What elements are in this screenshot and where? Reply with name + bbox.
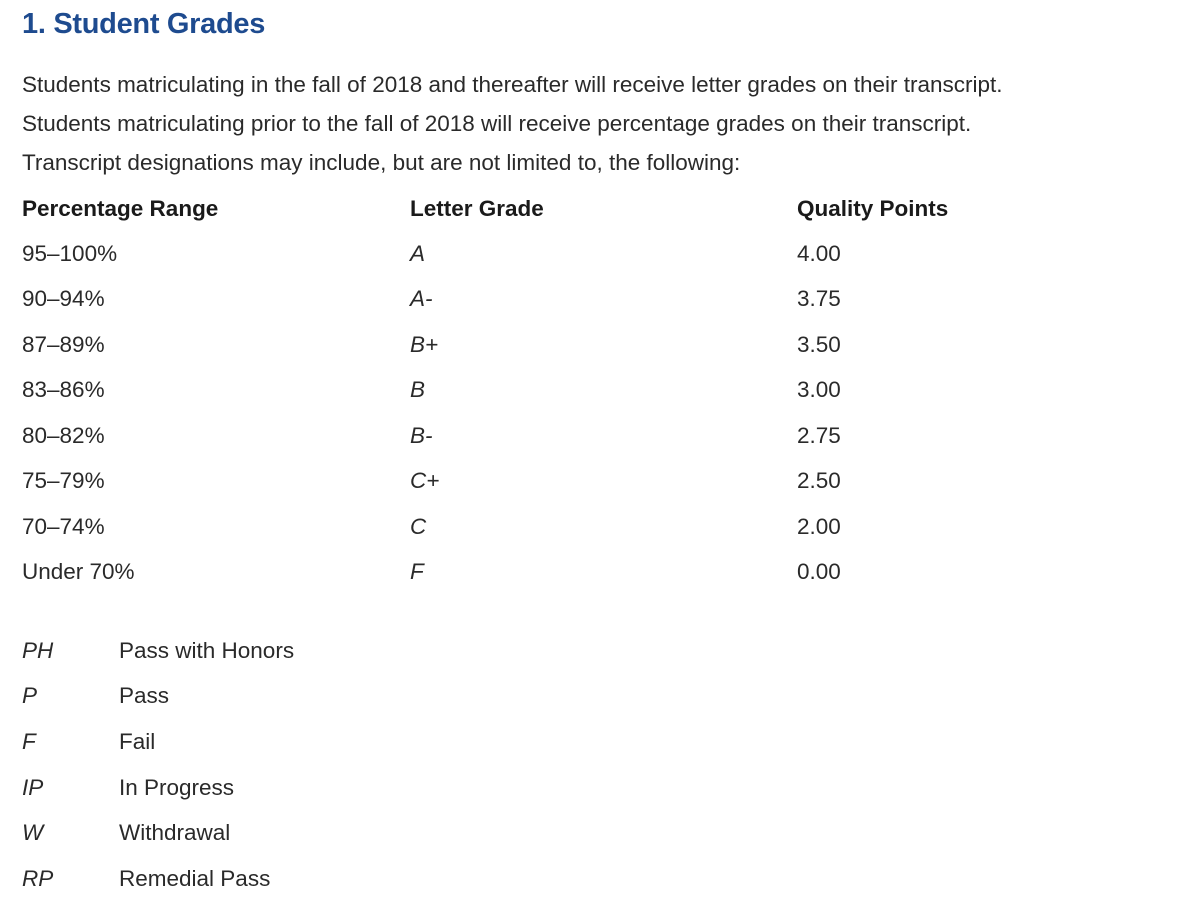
designation-meaning: Withdrawal bbox=[119, 820, 231, 846]
intro-paragraph bbox=[22, 65, 1192, 182]
percentage-range-cell: 70–74% bbox=[22, 513, 105, 539]
designation-meaning: Pass with Honors bbox=[119, 637, 295, 663]
designation-meaning: Remedial Pass bbox=[119, 865, 271, 891]
section-heading: 1. Student Grades bbox=[22, 8, 266, 40]
quality-points-cell: 0.00 bbox=[797, 559, 841, 585]
table-row bbox=[22, 550, 1097, 596]
table-row bbox=[22, 368, 1097, 414]
letter-grade-cell: F bbox=[410, 559, 424, 585]
table-row bbox=[22, 231, 1097, 277]
quality-points-cell: 4.00 bbox=[797, 240, 841, 266]
designation-code: W bbox=[22, 820, 44, 846]
letter-grade-cell: C bbox=[410, 513, 427, 539]
letter-grade-cell: B- bbox=[410, 422, 433, 448]
letter-grade-cell: A- bbox=[410, 286, 433, 312]
student-grades-section bbox=[22, 0, 1192, 891]
header-quality-points: Quality Points bbox=[797, 195, 949, 221]
list-item bbox=[22, 719, 294, 765]
header-percentage-range: Percentage Range bbox=[22, 195, 219, 221]
list-item bbox=[22, 765, 294, 811]
designation-code: RP bbox=[22, 865, 54, 891]
list-item bbox=[22, 810, 294, 856]
letter-grade-cell: C+ bbox=[410, 468, 440, 494]
percentage-range-cell: 90–94% bbox=[22, 286, 105, 312]
designation-code: IP bbox=[22, 774, 44, 800]
designation-meaning: In Progress bbox=[119, 774, 235, 800]
letter-grade-cell: B bbox=[410, 377, 426, 403]
designation-meaning: Pass bbox=[119, 683, 170, 709]
intro-line: Students matriculating in the fall of 2018 and thereafter will receive letter grades on their transcript. bbox=[22, 72, 1003, 97]
letter-grade-cell: B+ bbox=[410, 331, 439, 357]
intro-line: Transcript designations may include, but are not limited to, the following: bbox=[22, 150, 741, 175]
quality-points-cell: 3.50 bbox=[797, 331, 841, 357]
percentage-range-cell: Under 70% bbox=[22, 559, 135, 585]
list-item bbox=[22, 856, 294, 902]
intro-line: Students matriculating prior to the fall of 2018 will receive percentage grades on their transcript. bbox=[22, 111, 972, 136]
percentage-range-cell: 95–100% bbox=[22, 240, 118, 266]
table-row bbox=[22, 322, 1097, 368]
header-letter-grade: Letter Grade bbox=[410, 195, 544, 221]
quality-points-cell: 2.00 bbox=[797, 513, 841, 539]
list-item bbox=[22, 674, 294, 720]
quality-points-cell: 3.75 bbox=[797, 286, 841, 312]
quality-points-cell: 3.00 bbox=[797, 377, 841, 403]
list-item bbox=[22, 628, 294, 674]
quality-points-cell: 2.50 bbox=[797, 468, 841, 494]
designation-code: F bbox=[22, 728, 36, 754]
designation-meaning: Fail bbox=[119, 728, 156, 754]
grade-table-header-row bbox=[22, 186, 1097, 231]
designations-list bbox=[22, 628, 294, 902]
grade-table bbox=[22, 186, 1097, 595]
percentage-range-cell: 80–82% bbox=[22, 422, 105, 448]
percentage-range-cell: 87–89% bbox=[22, 331, 105, 357]
letter-grade-cell: A bbox=[410, 240, 426, 266]
percentage-range-cell: 83–86% bbox=[22, 377, 105, 403]
quality-points-cell: 2.75 bbox=[797, 422, 841, 448]
percentage-range-cell: 75–79% bbox=[22, 468, 105, 494]
table-row bbox=[22, 504, 1097, 550]
table-row bbox=[22, 459, 1097, 505]
table-row bbox=[22, 413, 1097, 459]
designation-code: PH bbox=[22, 637, 54, 663]
designation-code: P bbox=[22, 683, 38, 709]
table-row bbox=[22, 277, 1097, 323]
